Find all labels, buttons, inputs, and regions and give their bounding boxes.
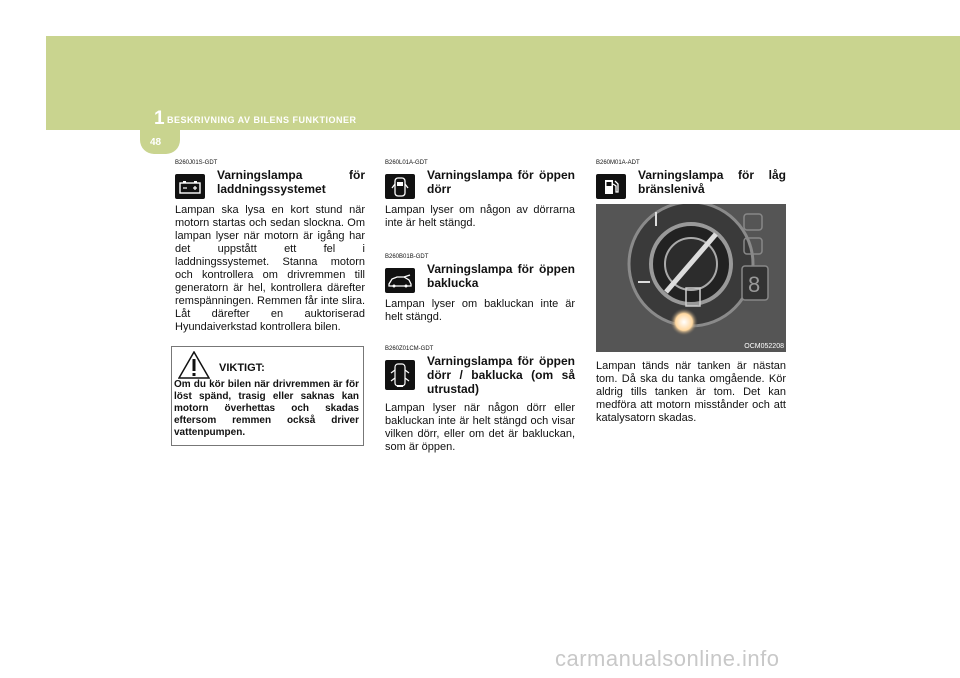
watermark: carmanualsonline.info bbox=[555, 646, 780, 671]
section-body: Lampan tänds när tanken är nästan tom. Då ska du tanka omgående. Kör aldrig tills tanken är tom. Det kan medföra att motorn misstånder och att katalysatorn skadas. bbox=[596, 360, 786, 424]
column-charging bbox=[175, 160, 365, 446]
chapter-number: 1 bbox=[154, 108, 165, 129]
svg-text:8: 8 bbox=[748, 272, 761, 297]
fuel-gauge-image bbox=[596, 204, 786, 352]
section-door bbox=[385, 160, 575, 230]
chapter-title: BESKRIVNING AV BILENS FUNKTIONER bbox=[167, 115, 357, 125]
fuel-pump-icon bbox=[596, 174, 626, 199]
warning-title: VIKTIGT: bbox=[219, 362, 265, 374]
door-open-icon bbox=[385, 174, 415, 199]
section-heading: Varningslampa för öppen dörr bbox=[427, 168, 575, 196]
column-fuel bbox=[596, 160, 786, 425]
section-body: Lampan lyser om bakluckan inte är helt stängd. bbox=[385, 298, 575, 323]
door-trunk-icon bbox=[385, 360, 415, 390]
warning-box bbox=[171, 346, 364, 446]
section-code: B260M01A-ADT bbox=[596, 160, 640, 166]
warning-triangle-icon bbox=[178, 351, 210, 379]
section-trunk bbox=[385, 254, 575, 324]
section-code: B260Z01CM-GDT bbox=[385, 346, 434, 352]
warning-text: Om du kör bilen när drivremmen är för löst spänd, trasig eller saknas kan motorn överhettas och skadas eftersom remmen också driver vattenpumpen. bbox=[174, 379, 359, 438]
section-code: B260L01A-GDT bbox=[385, 160, 428, 166]
image-code: OCM052208 bbox=[744, 343, 784, 350]
section-heading: Varningslampa för laddningssystemet bbox=[217, 168, 365, 196]
column-doors bbox=[385, 160, 575, 466]
section-door-trunk bbox=[385, 346, 575, 454]
battery-icon bbox=[175, 174, 205, 199]
section-code: B260B01B-GDT bbox=[385, 254, 429, 260]
section-code: B260J01S-GDT bbox=[175, 160, 218, 166]
section-body: Lampan lyser om någon av dörrarna inte är helt stängd. bbox=[385, 204, 575, 229]
page-number: 48 bbox=[150, 137, 162, 148]
section-heading: Varningslampa för öppen dörr / baklucka (om så utrustad) bbox=[427, 354, 575, 396]
section-body: Lampan lyser när någon dörr eller bakluckan inte är helt stängd och visar vilken dörr, eller om det är bakluckan, som är öppen. bbox=[385, 402, 575, 453]
trunk-open-icon bbox=[385, 268, 415, 293]
section-heading: Varningslampa för öppen baklucka bbox=[427, 262, 575, 290]
section-body: Lampan ska lysa en kort stund när motorn startas och sedan slockna. Om lampan lyser när motorn är igång har det uppstått ett fel i laddningssystemet. Stanna motorn och kontrollera om drivremmen till generatorn är hel, kontrollera därefter remspänningen. Remmen får inte slira. Låt därefter en auktoriserad Hyundaiverkstad kontrollera bilen. bbox=[175, 204, 365, 333]
section-heading: Varningslampa för låg bränslenivå bbox=[638, 168, 786, 196]
